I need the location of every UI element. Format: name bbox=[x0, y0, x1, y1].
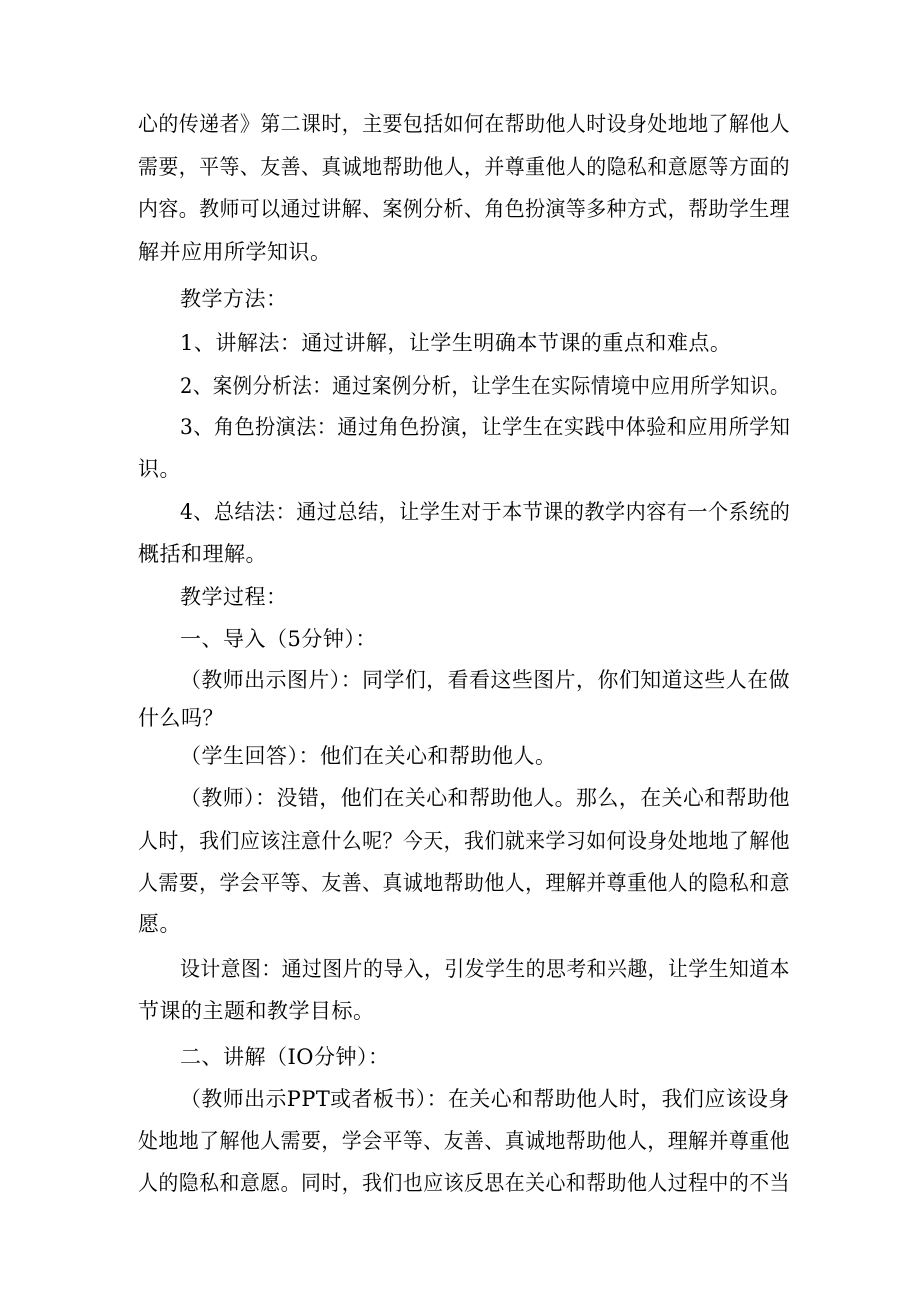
step2-heading: 二、讲解（IO分钟）： bbox=[180, 1045, 390, 1069]
design-intent-line-1: 设计意图：通过图片的导入，引发学生的思考和兴趣，让学生知道本 bbox=[180, 957, 790, 981]
step2-teacher-line-1: （教师出示PPT或者板书）：在关心和帮助他人时，我们应该设身 bbox=[180, 1087, 790, 1111]
step2-teacher-line-3: 人的隐私和意愿。同时，我们也应该反思在关心和帮助他人过程中的不当 bbox=[138, 1171, 791, 1195]
step1-teacher2-line-2: 人时，我们应该注意什么呢？今天，我们就来学习如何设身处地地了解他 bbox=[138, 829, 791, 853]
step1-teacher2-line-3: 人需要，学会平等、友善、真诚地帮助他人，理解并尊重他人的隐私和意 bbox=[138, 871, 791, 895]
method-4-line-1: 4、总结法：通过总结，让学生对于本节课的教学内容有一个系统的 bbox=[180, 500, 791, 524]
method-3-line-1: 3、角色扮演法：通过角色扮演，让学生在实践中体验和应用所学知 bbox=[180, 415, 791, 439]
intro-line-3: 内容。教师可以通过讲解、案例分析、角色扮演等多种方式，帮助学生理 bbox=[138, 197, 791, 221]
intro-line-1: 心的传递者》第二课时，主要包括如何在帮助他人时设身处地地了解他人 bbox=[138, 112, 791, 136]
step1-teacher-line-2: 什么吗？ bbox=[138, 706, 224, 730]
step1-teacher-line-1: （教师出示图片）：同学们，看看这些图片，你们知道这些人在做 bbox=[180, 668, 790, 692]
method-2: 2、案例分析法：通过案例分析，让学生在实际情境中应用所学知识。 bbox=[180, 374, 790, 398]
step1-heading: 一、导入（5分钟）： bbox=[180, 627, 377, 651]
process-heading: 教学过程： bbox=[180, 585, 288, 609]
step1-student: （学生回答）：他们在关心和帮助他人。 bbox=[180, 744, 557, 768]
intro-line-4: 解并应用所学知识。 bbox=[138, 240, 332, 264]
step1-teacher2-line-4: 愿。 bbox=[138, 912, 181, 936]
design-intent-line-2: 节课的主题和教学目标。 bbox=[138, 999, 375, 1023]
method-1: 1、讲解法：通过讲解，让学生明确本节课的重点和难点。 bbox=[180, 331, 732, 355]
method-4-line-2: 概括和理解。 bbox=[138, 542, 267, 566]
step1-teacher2-line-1: （教师）：没错，他们在关心和帮助他人。那么，在关心和帮助他 bbox=[180, 786, 790, 810]
step2-teacher-line-2: 处地地了解他人需要，学会平等、友善、真诚地帮助他人，理解并尊重他 bbox=[138, 1129, 791, 1153]
method-3-line-2: 识。 bbox=[138, 457, 181, 481]
intro-line-2: 需要，平等、友善、真诚地帮助他人，并尊重他人的隐私和意愿等方面的 bbox=[138, 155, 791, 179]
methods-heading: 教学方法： bbox=[180, 287, 288, 311]
